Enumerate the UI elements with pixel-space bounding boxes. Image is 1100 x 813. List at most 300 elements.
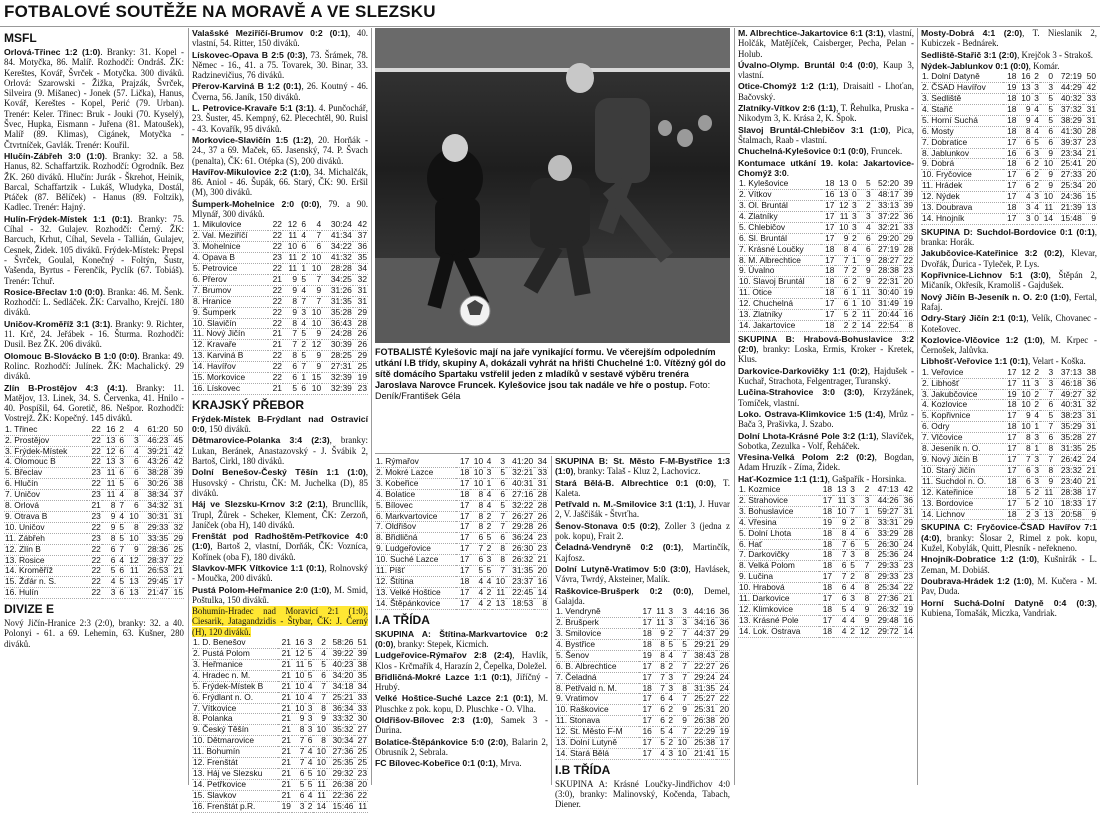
team-cell: 2. Pustá Polom bbox=[192, 648, 278, 659]
table-row bbox=[738, 190, 914, 201]
stat-cell: 2 bbox=[484, 544, 492, 555]
stat-cell: 17 bbox=[821, 233, 835, 244]
match-report: Olomouc B-Slovácko B 1:0 (0:0). Branka: 49. Rolinc. Rozhodčí: Julínek. ŽK: Machalický. 29 diváků. bbox=[4, 350, 184, 382]
team-cell: 11. Suchdol n. O. bbox=[921, 476, 1003, 487]
stat-cell: 5 bbox=[102, 566, 117, 577]
stat-cell: 3 bbox=[666, 672, 674, 683]
match-report: Doubrava-Hrádek 1:2 (1:0), M. Kučera - M. Pav, Duda. bbox=[921, 575, 1097, 597]
table-row bbox=[555, 727, 730, 738]
match-heading: Dolní Lutyně-Vratimov 5:0 (3:0) bbox=[555, 563, 689, 574]
stat-cell: 21 bbox=[534, 555, 548, 566]
stat-cell: 25 bbox=[353, 362, 368, 373]
team-cell: 1. D. Benešov bbox=[192, 638, 278, 648]
match-report: Kozlovice-Vlčovice 1:2 (1:0), M. Krpec - Černošek, Jalůvka. bbox=[921, 334, 1097, 356]
stat-cell: 7 bbox=[833, 539, 847, 550]
table-row bbox=[738, 550, 914, 561]
stat-cell: 10 bbox=[307, 253, 322, 264]
stat-cell: 26:27 bbox=[506, 511, 534, 522]
match-reports bbox=[555, 456, 730, 606]
stat-cell: 0 bbox=[849, 179, 857, 189]
stat-cell: 9 bbox=[102, 522, 117, 533]
stat-cell: 2 bbox=[849, 266, 857, 277]
stat-cell: 18 bbox=[456, 576, 470, 587]
match-report: Dolní Lhota-Krásné Pole 3:2 (1:1), Slavíček, Sobotka, Zezulka - Volf, Řeháček. bbox=[738, 430, 915, 451]
stat-cell: 47:13 bbox=[870, 485, 899, 495]
stat-cell: 4 bbox=[484, 500, 492, 511]
stat-cell: 25:21 bbox=[327, 692, 354, 703]
stat-cell: 18 bbox=[1003, 476, 1017, 487]
stat-cell: 30 bbox=[354, 714, 368, 725]
stat-cell: 8 bbox=[653, 639, 666, 650]
team-cell: 7. Brumov bbox=[192, 285, 268, 296]
stat-cell: 4 bbox=[847, 583, 855, 594]
stat-cell: 14 bbox=[313, 801, 327, 812]
stat-cell: 8 bbox=[653, 661, 666, 672]
match-report: Raškovice-Brušperk 0:2 (0:0), Demel, Galajda. bbox=[555, 585, 730, 606]
team-cell: 12. Zlín B bbox=[4, 544, 87, 555]
stat-cell: 38 bbox=[169, 479, 184, 490]
stat-cell: 28 bbox=[900, 244, 914, 255]
stat-cell: 39:37 bbox=[1054, 137, 1083, 148]
stat-cell: 4 bbox=[298, 318, 307, 329]
stat-cell: 4 bbox=[298, 231, 307, 242]
match-heading: Slavkov-MFK Vítkovice 1:1 (0:1) bbox=[192, 563, 325, 573]
stat-cell: 25 bbox=[354, 747, 368, 758]
table-row bbox=[555, 650, 730, 661]
stat-cell: 17 bbox=[1083, 487, 1097, 498]
table-row bbox=[921, 115, 1097, 126]
stat-cell: 5 bbox=[116, 577, 125, 588]
stat-cell: 39 bbox=[169, 468, 184, 479]
stat-cell: 11 bbox=[858, 288, 872, 299]
stat-cell: 13 bbox=[833, 485, 847, 495]
team-cell: 7. Krásné Loučky bbox=[738, 244, 821, 255]
stat-cell: 3 bbox=[666, 748, 674, 759]
table-row bbox=[738, 266, 914, 277]
stat-cell: 17 bbox=[169, 577, 184, 588]
stat-cell: 9 bbox=[283, 285, 298, 296]
stat-cell: 17 bbox=[716, 738, 730, 749]
stat-cell: 17 bbox=[639, 716, 653, 727]
stat-cell: 17 bbox=[456, 511, 470, 522]
stat-cell: 32:21 bbox=[506, 467, 534, 478]
match-heading: SKUPINA C: Fryčovice-ČSAD Havířov 7:1 (4:0) bbox=[921, 522, 1097, 543]
table-row bbox=[921, 213, 1097, 224]
table-row bbox=[921, 192, 1097, 203]
stat-cell: 17 bbox=[821, 211, 835, 222]
section-title-ib: I.B TŘÍDA bbox=[555, 762, 611, 777]
stat-cell: 5 bbox=[305, 779, 313, 790]
stat-cell: 11 bbox=[313, 779, 327, 790]
table-row bbox=[921, 444, 1097, 455]
stat-cell: 21 bbox=[278, 648, 292, 659]
stat-cell: 18 bbox=[1003, 487, 1017, 498]
stat-cell: 31 bbox=[169, 511, 184, 522]
stat-cell: 3 bbox=[492, 457, 506, 467]
match-report: Dolní Lutyně-Vratimov 5:0 (3:0), Havlásek, Vávra, Twrdý, Aksteiner, Malík. bbox=[555, 563, 730, 585]
stat-cell: 18 bbox=[639, 628, 653, 639]
stat-cell: 16 bbox=[1017, 72, 1031, 82]
team-cell: 9. Otrava B bbox=[4, 511, 87, 522]
table-row bbox=[738, 583, 914, 594]
stat-cell: 18 bbox=[456, 467, 470, 478]
team-cell: 12. Klimkovice bbox=[738, 604, 819, 615]
stat-cell: 6 bbox=[125, 479, 140, 490]
stat-cell: 42 bbox=[353, 220, 368, 230]
column-divize bbox=[192, 28, 369, 811]
stat-cell: 43:26 bbox=[140, 457, 170, 468]
table-row bbox=[555, 672, 730, 683]
stat-cell: 10 bbox=[307, 263, 322, 274]
stat-cell: 27:16 bbox=[506, 489, 534, 500]
table-row bbox=[555, 738, 730, 749]
stat-cell: 13 bbox=[1083, 203, 1097, 214]
standings-table bbox=[375, 457, 548, 610]
stat-cell: 4 bbox=[1032, 411, 1040, 422]
stat-cell: 6 bbox=[116, 588, 125, 599]
stat-cell: 9 bbox=[102, 511, 117, 522]
table-row bbox=[921, 368, 1097, 378]
stat-cell: 29 bbox=[900, 233, 914, 244]
stat-cell: 26 bbox=[353, 329, 368, 340]
table-row bbox=[4, 588, 184, 599]
table-row bbox=[921, 509, 1097, 520]
stat-cell: 5 bbox=[1040, 104, 1054, 115]
stat-cell: 2 bbox=[484, 522, 492, 533]
match-report: Valašské Meziříčí-Brumov 0:2 (0:1), 40. vlastní, 54. Ritter, 150 diváků. bbox=[192, 28, 368, 49]
team-cell: 8. Hranice bbox=[192, 296, 268, 307]
stat-cell: 31 bbox=[169, 501, 184, 512]
stat-cell: 11 bbox=[313, 790, 327, 801]
stat-cell: 18 bbox=[1003, 72, 1017, 82]
stat-cell: 42 bbox=[169, 446, 184, 457]
stat-cell: 3 bbox=[1017, 203, 1031, 214]
stat-cell: 2 bbox=[835, 320, 849, 331]
table-row bbox=[921, 498, 1097, 509]
table-row bbox=[738, 594, 914, 605]
table-row bbox=[4, 533, 184, 544]
stat-cell: 3 bbox=[849, 211, 857, 222]
stat-cell: 13 bbox=[1040, 509, 1054, 520]
stat-cell: 24 bbox=[1083, 454, 1097, 465]
table-row bbox=[555, 748, 730, 759]
stat-cell: 31:35 bbox=[688, 683, 716, 694]
team-cell: 5. Břeclav bbox=[4, 468, 87, 479]
stat-cell: 8 bbox=[1018, 433, 1032, 444]
match-heading: L. Petrovice-Kravaře 5:1 (3:1) bbox=[192, 103, 314, 114]
stat-cell: 21 bbox=[278, 790, 292, 801]
stat-cell: 15 bbox=[169, 588, 184, 599]
table-row bbox=[192, 351, 368, 362]
stat-cell: 26:42 bbox=[1054, 454, 1083, 465]
stat-cell: 11 bbox=[653, 607, 666, 617]
team-cell: 10. Raškovice bbox=[555, 705, 639, 716]
team-cell: 4. Bolatice bbox=[375, 489, 456, 500]
team-cell: 8. Jablunkov bbox=[921, 148, 1003, 159]
stat-cell: 17 bbox=[639, 672, 653, 683]
stat-cell: 2 bbox=[1032, 400, 1040, 411]
stat-cell: 18 bbox=[1003, 104, 1017, 115]
column-divider bbox=[734, 28, 735, 785]
stat-cell: 22:54 bbox=[872, 320, 900, 331]
stat-cell: 25:41 bbox=[1054, 159, 1083, 170]
stat-cell: 31 bbox=[1083, 115, 1097, 126]
stat-cell: 19 bbox=[716, 727, 730, 738]
match-heading: Nový Jičín B-Jeseník n. O. 2:0 (1:0) bbox=[921, 291, 1070, 302]
stat-cell: 19 bbox=[278, 801, 292, 812]
stat-cell: 31:35 bbox=[322, 296, 353, 307]
table-row bbox=[738, 233, 914, 244]
stat-cell: 2 bbox=[666, 628, 674, 639]
stat-cell: 20 bbox=[716, 716, 730, 727]
stat-cell: 4 bbox=[1032, 104, 1040, 115]
stat-cell: 3 bbox=[1032, 94, 1040, 105]
team-cell: 11. Píšť bbox=[375, 566, 456, 577]
stat-cell: 8 bbox=[1040, 444, 1054, 455]
stat-cell: 8 bbox=[856, 517, 870, 528]
stat-cell: 6 bbox=[492, 478, 506, 489]
stat-cell: 36 bbox=[716, 618, 730, 629]
team-cell: 2. Mokré Lazce bbox=[375, 467, 456, 478]
table-row bbox=[921, 389, 1097, 400]
stat-cell: 4 bbox=[847, 604, 855, 615]
stat-cell: 7 bbox=[674, 650, 688, 661]
stat-cell: 22:31 bbox=[872, 277, 900, 288]
stat-cell: 31 bbox=[1083, 104, 1097, 115]
stat-cell: 22 bbox=[87, 479, 102, 490]
stat-cell: 38:29 bbox=[1054, 115, 1083, 126]
team-cell: 5. Petrovice bbox=[192, 263, 268, 274]
team-cell: 10. Suché Lazce bbox=[375, 555, 456, 566]
stat-cell: 9 bbox=[833, 517, 847, 528]
stat-cell: 17 bbox=[819, 495, 833, 506]
stat-cell: 16 bbox=[900, 310, 914, 321]
stat-cell: 4 bbox=[484, 457, 492, 467]
match-heading: FC Bílovec-Kobeřice 0:1 (0:1) bbox=[375, 758, 496, 769]
stat-cell: 32 bbox=[1083, 400, 1097, 411]
stat-cell: 18 bbox=[819, 550, 833, 561]
stat-cell: 7 bbox=[1040, 454, 1054, 465]
stat-cell: 34:25 bbox=[322, 274, 353, 285]
stat-cell: 10 bbox=[313, 758, 327, 769]
match-report: Darkovice-Darkovičky 1:1 (0:2), Hajdušek - Kuchař, Strachota, Felgentrager, Turanský. bbox=[738, 365, 914, 387]
stat-cell: 8 bbox=[283, 296, 298, 307]
stat-cell: 28 bbox=[900, 528, 914, 539]
team-cell: 4. Olomouc B bbox=[4, 457, 87, 468]
stat-cell: 16 bbox=[1003, 148, 1017, 159]
stat-cell: 7 bbox=[307, 296, 322, 307]
match-heading: Sedliště-Stařič 3:1 (2:0) bbox=[921, 49, 1018, 60]
table-row bbox=[4, 511, 184, 522]
team-cell: 5. Horní Suchá bbox=[921, 115, 1003, 126]
stat-cell: 4 bbox=[847, 615, 855, 626]
match-heading: Uničov-Kroměříž 3:1 (3:1) bbox=[4, 318, 111, 329]
stat-cell: 5 bbox=[484, 533, 492, 544]
stat-cell: 4 bbox=[305, 790, 313, 801]
stat-cell: 31 bbox=[534, 478, 548, 489]
stat-cell: 5 bbox=[305, 659, 313, 670]
stat-cell: 32 bbox=[169, 522, 184, 533]
stat-cell: 24 bbox=[900, 550, 914, 561]
stat-cell: 38:23 bbox=[1054, 411, 1083, 422]
stat-cell: 22 bbox=[268, 351, 283, 362]
stat-cell: 3 bbox=[666, 618, 674, 629]
divider bbox=[375, 453, 730, 454]
table-row bbox=[921, 465, 1097, 476]
stat-cell: 1 bbox=[1032, 422, 1040, 433]
table-row bbox=[555, 705, 730, 716]
match-heading: Odry-Starý Jičín 2:1 (0:1) bbox=[921, 313, 1027, 324]
team-cell: 7. Oldřišov bbox=[375, 522, 456, 533]
stat-cell: 10 bbox=[674, 738, 688, 749]
column-divider bbox=[917, 28, 918, 785]
stat-cell: 23 bbox=[534, 544, 548, 555]
page-title: FOTBALOVÉ SOUTĚŽE NA MORAVĚ A VE SLEZSKU bbox=[4, 2, 436, 21]
stat-cell: 21 bbox=[278, 779, 292, 790]
stat-cell: 6 bbox=[1040, 433, 1054, 444]
header-divider bbox=[0, 26, 1100, 27]
stat-cell: 20 bbox=[1083, 170, 1097, 181]
match-report: Orlová-Třinec 1:2 (1:0). Branky: 31. Kopel - 84. Motyčka, 86. Malíř. Rozhodčí: Ondráš. ŽK: Kereštes, Kovář, Švrček - Motyčka. 300 diváků. Orlová: Szarowski - Žižka, Prajzák, Švrček, Silveira (9. Mišanec) - Jonek (57. Lička), Hanus, Kovář, Kereštes - Kopel, Perić (79. Urban). Trenér: Keler. Třinec: Bruk - Jouki (70. Kyselý), Švec, Hupka, Eismann - Juřena (81. Matoušek), Malíř (89. Klimas), Cigánek, Motyčka - Čtvrtníček, Gavlák. Trenér: Kouřil. bbox=[4, 47, 184, 150]
stat-cell: 10 bbox=[470, 478, 484, 489]
stat-cell: 1 bbox=[849, 299, 857, 310]
team-cell: 2. Vítkov bbox=[738, 190, 821, 201]
stat-cell: 0 bbox=[1032, 213, 1040, 224]
stat-cell: 41:34 bbox=[322, 231, 353, 242]
team-cell: 7. Vlčovice bbox=[921, 433, 1003, 444]
stat-cell: 33 bbox=[534, 467, 548, 478]
stat-cell: 22 bbox=[268, 296, 283, 307]
team-cell: 13. Krásné Pole bbox=[738, 615, 819, 626]
team-cell: 15. Morkovice bbox=[192, 373, 268, 384]
stat-cell: 17 bbox=[639, 607, 653, 617]
stat-cell: 22 bbox=[268, 220, 283, 230]
stat-cell: 32:22 bbox=[506, 500, 534, 511]
match-report: Morkovice-Slavičín 1:5 (1:2), 20. Horňák - 24., 37 a 69. Maček, 65. Jasenský, 74. P. Švach (penalta), ČK: 61. Otépka (S), 200 diváků. bbox=[192, 134, 368, 166]
stat-cell: 13 bbox=[102, 435, 117, 446]
team-cell: 3. Kobeřice bbox=[375, 478, 456, 489]
stat-cell: 44:37 bbox=[688, 628, 716, 639]
stat-cell: 23 bbox=[354, 768, 368, 779]
column-divider bbox=[551, 456, 552, 785]
stat-cell: 4 bbox=[1032, 126, 1040, 137]
stat-cell: 2 bbox=[313, 638, 327, 648]
stat-cell: 3 bbox=[484, 467, 492, 478]
stat-cell: 29:28 bbox=[506, 522, 534, 533]
stat-cell: 7 bbox=[674, 661, 688, 672]
stat-cell: 6 bbox=[307, 242, 322, 253]
stat-cell: 33:32 bbox=[327, 714, 354, 725]
match-report: Havířov-Mikulovice 2:2 (1:0), 34. Michalčák, 86. Aniol - 46. Šupák, 66. Starý, ČK: 90. Eršil (M), 300 diváků. bbox=[192, 166, 368, 198]
stat-cell: 21 bbox=[900, 594, 914, 605]
stat-cell: 8 bbox=[470, 522, 484, 533]
stat-cell: 34:16 bbox=[688, 618, 716, 629]
table-row bbox=[738, 244, 914, 255]
team-cell: 1. Rýmařov bbox=[375, 457, 456, 467]
stat-cell: 4 bbox=[305, 681, 313, 692]
stat-cell: 28 bbox=[716, 650, 730, 661]
table-row bbox=[4, 479, 184, 490]
stat-cell: 22 bbox=[900, 583, 914, 594]
team-cell: 9. Šumperk bbox=[192, 307, 268, 318]
team-cell: 6. Hlučín bbox=[4, 479, 87, 490]
table-row bbox=[921, 170, 1097, 181]
table-row bbox=[921, 378, 1097, 389]
match-heading: Orlová-Třinec 1:2 (1:0) bbox=[4, 47, 101, 57]
stat-cell: 22 bbox=[268, 263, 283, 274]
table-row bbox=[921, 83, 1097, 94]
table-row bbox=[555, 661, 730, 672]
table-row bbox=[921, 137, 1097, 148]
stat-cell: 3 bbox=[1040, 378, 1054, 389]
stat-cell: 28 bbox=[1083, 126, 1097, 137]
stat-cell: 6 bbox=[125, 457, 140, 468]
stat-cell: 12 bbox=[125, 555, 140, 566]
stat-cell: 29 bbox=[353, 351, 368, 362]
table-row bbox=[921, 454, 1097, 465]
match-reports bbox=[192, 28, 368, 219]
stat-cell: 9 bbox=[292, 714, 306, 725]
match-report: Horní Suchá-Dolní Datyně 0:4 (0:3), Kubiena, Tomašák, Miczka, Vandriak. bbox=[921, 597, 1097, 618]
match-report: SKUPINA A: Štítina-Markvartovice 0:2 (0:0), branky: Stepek, Kicmich. bbox=[375, 628, 548, 649]
stat-cell: 21 bbox=[278, 758, 292, 769]
stat-cell: 10 bbox=[1018, 400, 1032, 411]
stat-cell: 9 bbox=[858, 277, 872, 288]
match-report: Libhošť-Veřovice 1:1 (0:1), Velart - Koška. bbox=[921, 356, 1086, 367]
table-row bbox=[921, 476, 1097, 487]
match-report: Šenov-Stonava 0:5 (0:2), Zoller 3 (jedna z pok. kopu), Frait 2. bbox=[555, 520, 730, 542]
stat-cell: 6 bbox=[492, 489, 506, 500]
stat-cell: 6 bbox=[835, 277, 849, 288]
stat-cell: 15 bbox=[716, 748, 730, 759]
stat-cell: 17 bbox=[1003, 181, 1017, 192]
stat-cell: 5 bbox=[313, 659, 327, 670]
stat-cell: 5 bbox=[1018, 498, 1032, 509]
team-cell: 14. Petřkovice bbox=[192, 779, 278, 790]
stat-cell: 13 bbox=[835, 190, 849, 201]
table-row bbox=[375, 467, 548, 478]
stat-cell: 3 bbox=[116, 457, 125, 468]
stat-cell: 3 bbox=[292, 801, 306, 812]
stat-cell: 23 bbox=[900, 572, 914, 583]
stat-cell: 32 bbox=[1083, 389, 1097, 400]
stat-cell: 7 bbox=[298, 362, 307, 373]
stat-cell: 8 bbox=[674, 683, 688, 694]
match-heading: Frenštát pod Radhoštěm-Petřkovice 4:0 (1:0) bbox=[192, 531, 368, 552]
stat-cell: 5 bbox=[116, 522, 125, 533]
match-report: Velké Hoštice-Suché Lazce 2:1 (0:1), M. Pluschke z pok. kopu, D. Pluschke - O. Vlha. bbox=[375, 693, 548, 714]
team-cell: 10. Slavoj Bruntál bbox=[738, 277, 821, 288]
table-row bbox=[192, 692, 368, 703]
stat-cell: 27:36 bbox=[870, 594, 899, 605]
match-heading: Hulín-Frýdek-Místek 1:1 (0:1) bbox=[4, 213, 131, 224]
stat-cell: 18 bbox=[1003, 203, 1017, 214]
stat-cell: 2 bbox=[849, 277, 857, 288]
match-report: Slavkov-MFK Vítkovice 1:1 (0:1), Rolnovský - Moučka, 200 diváků. bbox=[192, 563, 368, 584]
stat-cell: 3 bbox=[102, 588, 117, 599]
stat-cell: 13 bbox=[125, 588, 140, 599]
team-cell: 14. Lok. Ostrava bbox=[738, 626, 819, 637]
stat-cell: 23 bbox=[87, 533, 102, 544]
stat-cell: 33:29 bbox=[870, 528, 899, 539]
table-row bbox=[921, 400, 1097, 411]
table-row bbox=[192, 373, 368, 384]
stat-cell: 12 bbox=[102, 446, 117, 457]
stat-cell: 18 bbox=[821, 244, 835, 255]
team-cell: 6. B. Albrechtice bbox=[555, 661, 639, 672]
match-report: Frýdek-Místek B-Frýdlant nad Ostravicí 0:0, 150 diváků. bbox=[192, 413, 368, 435]
stat-cell: 2 bbox=[1032, 159, 1040, 170]
